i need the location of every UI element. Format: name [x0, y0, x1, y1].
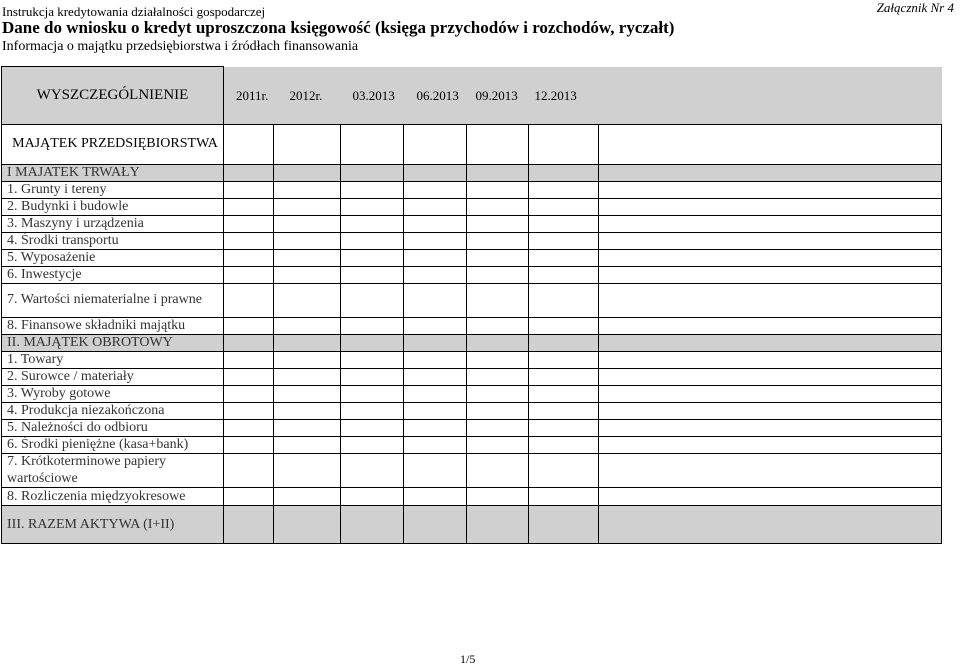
table-row: [2, 318, 942, 335]
table-row: [2, 284, 942, 318]
column-header: 03.2013: [341, 67, 404, 125]
table-row: [2, 267, 942, 284]
column-header-label: WYSZCZEGÓLNIENIE: [2, 67, 224, 125]
column-header: 06.2013: [404, 67, 467, 125]
table-row: [2, 233, 942, 250]
page-number: 1/5: [460, 652, 476, 666]
table-row: [2, 165, 942, 182]
row-label: 6. Środki pieniężne (kasa+bank): [2, 437, 224, 454]
row-label: 4. Produkcja niezakończona: [2, 403, 224, 420]
column-header: 09.2013: [467, 67, 529, 125]
attachment-number: Załącznik Nr 4: [876, 0, 954, 15]
row-label: 7. Wartości niematerialne i prawne: [2, 284, 224, 318]
row-label: 3. Maszyny i urządzenia: [2, 216, 224, 233]
table-row: [2, 420, 942, 437]
total-row: [2, 506, 942, 544]
table-row: [2, 216, 942, 233]
row-label: 5. Należności do odbioru: [2, 420, 224, 437]
table-row: [2, 250, 942, 267]
table-row: [2, 352, 942, 369]
table-row: [2, 454, 942, 488]
section-row: [2, 125, 942, 165]
column-header: 12.2013: [529, 67, 599, 125]
column-header-empty: [599, 67, 942, 125]
page-title: Dane do wniosku o kredyt uproszczona księgowość (księga przychodów i rozchodów, ryczałt): [2, 18, 675, 37]
row-label: II. MAJĄTEK OBROTOWY: [2, 335, 224, 352]
section-title: MAJĄTEK PRZEDSIĘBIORSTWA: [2, 125, 224, 165]
column-header: 2011r.: [224, 67, 274, 125]
table-row: [2, 335, 942, 352]
row-label: 7. Krótkoterminowe papiery wartościowe: [2, 454, 224, 488]
table-header-row: [2, 67, 942, 125]
table-row: [2, 369, 942, 386]
row-label: 3. Wyroby gotowe: [2, 386, 224, 403]
row-label: 6. Inwestycje: [2, 267, 224, 284]
row-label: 1. Towary: [2, 352, 224, 369]
row-label: 2. Surowce / materiały: [2, 369, 224, 386]
assets-table: [1, 66, 942, 544]
page-subtitle: Informacja o majątku przedsiębiorstwa i źródłach finansowania: [2, 39, 359, 54]
row-label: 1. Grunty i tereny: [2, 182, 224, 199]
document-type: Instrukcja kredytowania działalności gospodarczej: [2, 4, 266, 19]
table-row: [2, 182, 942, 199]
table-row: [2, 199, 942, 216]
row-label: 5. Wyposażenie: [2, 250, 224, 267]
table-row: [2, 403, 942, 420]
column-header: 2012r.: [274, 67, 341, 125]
total-label: III. RAZEM AKTYWA (I+II): [2, 506, 224, 544]
table-row: [2, 386, 942, 403]
row-label: 8. Rozliczenia międzyokresowe: [2, 488, 224, 506]
row-label: I MAJATEK TRWAŁY: [2, 165, 224, 182]
row-label: 4. Środki transportu: [2, 233, 224, 250]
row-label: 2. Budynki i budowle: [2, 199, 224, 216]
row-label: 8. Finansowe składniki majątku: [2, 318, 224, 335]
table-row: [2, 488, 942, 506]
table-row: [2, 437, 942, 454]
